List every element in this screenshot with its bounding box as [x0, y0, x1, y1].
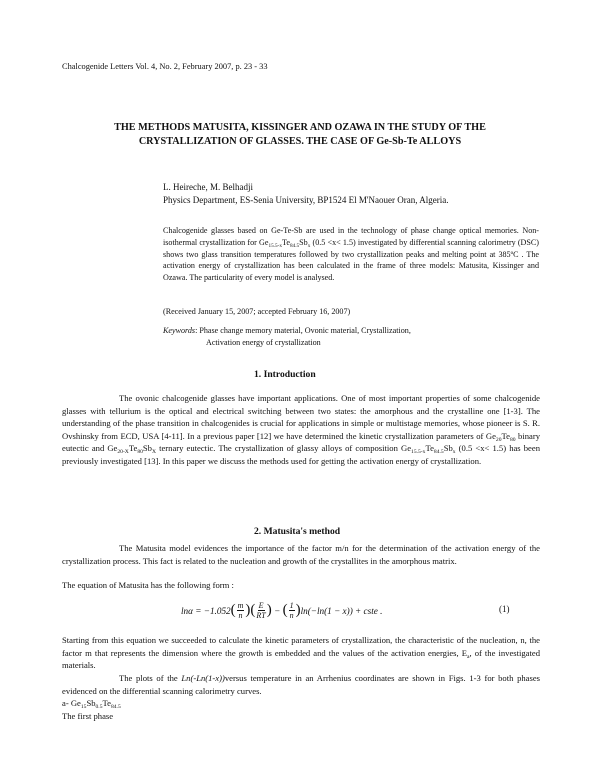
keywords: Keywords: Phase change memory material, Ovonic material, Crystallization, Activation energy of crystallization: [163, 326, 411, 347]
matusita-paragraph-2: The equation of Matusita has the following form :: [62, 580, 234, 590]
section-heading-matusita: 2. Matusita's method: [254, 526, 341, 537]
paper-title: THE METHODS MATUSITA, KISSINGER AND OZAWA IN THE STUDY OF THE CRYSTALLIZATION OF GLASSES. THE CASE OF Ge-Sb-Te ALLOYS: [114, 122, 486, 147]
matusita-paragraph-4: The plots of the Ln(-Ln(1-x))versus temperature in an Arrhenius coordinates are shown in Figs. 1-3 for both phases evidenced on the differential scanning calorimetry curves.: [62, 673, 540, 696]
section-heading-introduction: 1. Introduction: [254, 369, 316, 380]
matusita-paragraph-3: Starting from this equation we succeeded to calculate the kinetic parameters of crystallization, the characteristic of the nucleation, n, the factor m that represents the dimension where the growth is embedded and the values of the activation energies, $E_a$, of the investigated materials.: [62, 635, 540, 671]
matusita-paragraph-1: The Matusita model evidences the importance of the factor m/n for the determination of the activation energy of the crystallization process. This fact is related to the nucleation and growth of the crystallites in the amorphous matrix.: [62, 543, 540, 566]
journal-citation: Chalcogenide Letters Vol. 4, No. 2, February 2007, p. 23 - 33: [62, 62, 268, 71]
authors: L. Heireche, M. Belhadji: [163, 182, 253, 192]
affiliation: Physics Department, ES-Senia University, BP1524 El M'Naouer Oran, Algeria.: [163, 195, 449, 205]
abstract: Chalcogenide glasses based on Ge-Te-Sb are used in the technology of phase change optical memories. Non-isothermal crystallization for $Ge_{15.5-x}Te_{84.5}Sb_x$ (0.5 <x< 1.5) investigated by differential scanning calorimetry (DSC) shows two glass transition temperatures followed by two crystallization peaks and melting point at 385ºC . The activation energy of crystallization has been calculated in the frame of three models: Matusita, Kissinger and Ozawa. The particularity of every model is analysed.: [163, 226, 539, 283]
author-block: [163, 181, 449, 207]
introduction-paragraph: The ovonic chalcogenide glasses have important applications. One of most important properties of some chalcogenide glasses with tellurium is the optical and electrical switching between two states: the amorphous and the crystalline one [1-3]. The understanding of the phase transition in chalcogenides is crucial for applications in simple or multistage memories, whose pioneer is S. R. Ovshinsky from ECD, USA [4-11]. In a previous paper [12] we have determined the kinetic crystallization parameters of $Ge_{20}Te_{80}$ binary eutectic and $Ge_{20-X}Te_{80}Sb_X$ ternary eutectic. The crystallization of glassy alloys of composition $Ge_{15.5-x}Te_{84.5}Sb_x$ (0.5 <x< 1.5) has been previously investigated [13]. In this paper we discuss the methods used for getting the activation energy of crystallization.: [62, 393, 540, 466]
received-dates: (Received January 15, 2007; accepted February 16, 2007): [163, 307, 351, 316]
alloy-composition-label: a- $Ge_{15}Sb_{0.5}Te_{84.5}$: [62, 698, 121, 710]
equation-number: (1): [499, 604, 510, 614]
matusita-equation: lnα = −1.052 ( $\frac{m}{n}$ )( $\frac{E}{RT}$ ) − ( $\frac{1}{n}$ ) ln(−ln(1 − x)) + cste .: [181, 601, 383, 620]
first-phase-label: The first phase: [62, 711, 114, 721]
